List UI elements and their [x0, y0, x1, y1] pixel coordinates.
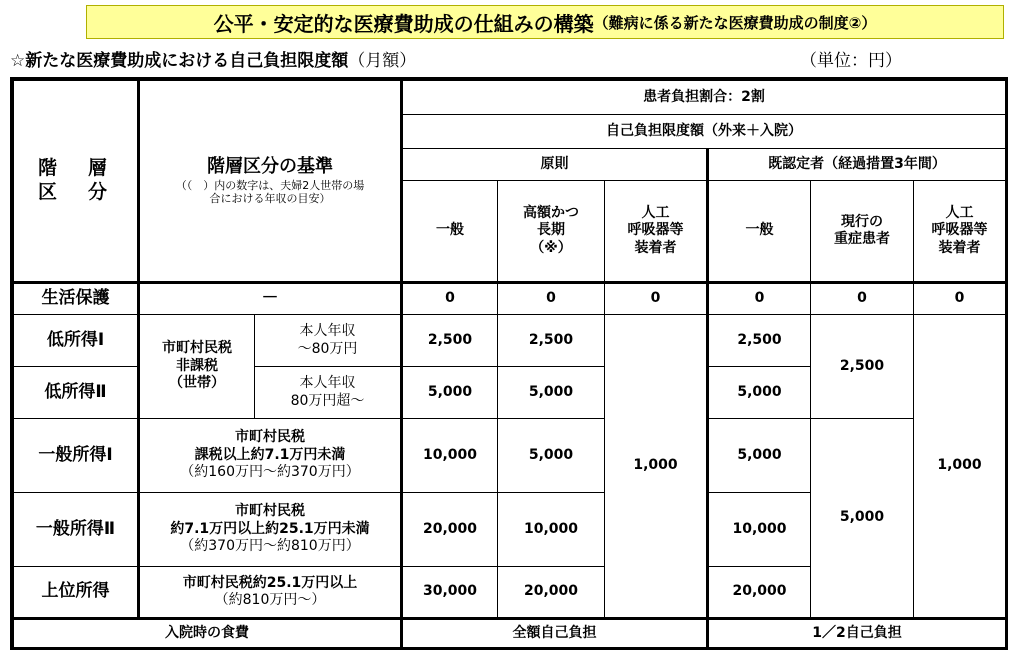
page-title: 公平・安定的な医療費助成の仕組みの構築 — [213, 11, 594, 36]
header-class-cell — [14, 81, 139, 283]
section-heading — [10, 46, 416, 71]
cell-value: 10,000 — [708, 493, 811, 567]
section-heading-text: ☆新たな医療費助成における自己負担限度額 — [10, 51, 349, 71]
col-highcost-l1: 高額かつ — [523, 204, 579, 221]
tax-exempt-l1: 市町村民税 — [162, 340, 232, 357]
col-severe-l2: 重症患者 — [834, 231, 890, 247]
income-l1: 本人年収 — [299, 323, 356, 339]
cell-value-merged: 1,000 — [605, 315, 708, 619]
cell-value: 0 — [708, 283, 811, 315]
criteria-l2: 約7.1万円以上約25.1万円未満 — [170, 520, 370, 537]
cell-value: 20,000 — [402, 493, 498, 567]
criteria-l1: 市町村民税 — [235, 429, 305, 446]
cell-value: 0 — [811, 283, 914, 315]
cell-value: 10,000 — [402, 419, 498, 493]
cell-value: 0 — [498, 283, 605, 315]
col-ex-vent-l1: 人工 — [945, 204, 974, 221]
col-ex-vent-l2: 呼吸器等 — [931, 222, 988, 239]
copay-limit-table-frame — [10, 77, 1008, 650]
criteria-l1: 市町村民税 — [235, 503, 305, 520]
row-criteria — [139, 567, 402, 619]
col-highcost-l2: 長期 — [537, 222, 565, 239]
table-row — [14, 619, 1006, 648]
header-limit: 自己負担限度額（外来＋入院） — [402, 115, 1006, 149]
cell-value: 0 — [605, 283, 708, 315]
income-cell — [255, 367, 402, 419]
cell-value: 20,000 — [708, 567, 811, 619]
col-highcost-l3: （※） — [530, 239, 572, 256]
cell-value: 2,500 — [708, 315, 811, 367]
cell-value-merged: 5,000 — [811, 419, 914, 619]
row-label: 上位所得 — [14, 567, 139, 619]
header-patient-ratio: 患者負担割合：2割 — [402, 81, 1006, 115]
header-criteria-note-l1: （（ ）内の数字は、夫婦2人世帯の場 — [175, 178, 365, 192]
col-severe — [811, 181, 914, 283]
income-l2: ～80万円 — [297, 340, 358, 357]
meals-label: 入院時の食費 — [14, 619, 402, 648]
col-ventilator-l1: 人工 — [641, 204, 670, 221]
cell-value: 5,000 — [498, 367, 605, 419]
unit-label: （単位：円） — [800, 51, 902, 71]
cell-value: 5,000 — [402, 367, 498, 419]
page-title-banner — [86, 5, 1004, 39]
income-l2: 80万円超～ — [290, 392, 365, 409]
tax-exempt-l3: （世帯） — [169, 375, 225, 392]
col-ventilator-l3: 装着者 — [634, 239, 677, 256]
cell-value: 20,000 — [498, 567, 605, 619]
col-ex-vent-l3: 装着者 — [938, 239, 981, 256]
col-ventilator — [605, 181, 708, 283]
cell-value-merged: 1,000 — [914, 315, 1006, 619]
table-row — [14, 419, 1006, 493]
row-criteria: － — [139, 283, 402, 315]
header-principle: 原則 — [402, 149, 708, 181]
row-label: 一般所得Ⅱ — [14, 493, 139, 567]
tax-exempt-cell — [139, 315, 255, 419]
header-existing: 既認定者（経過措置3年間） — [708, 149, 1006, 181]
row-criteria — [139, 493, 402, 567]
cell-value: 2,500 — [498, 315, 605, 367]
criteria-l1: 市町村民税約25.1万円以上 — [182, 574, 358, 591]
cell-value-merged: 2,500 — [811, 315, 914, 419]
row-criteria — [139, 419, 402, 493]
meals-existing: 1／2自己負担 — [708, 619, 1006, 648]
cell-value: 30,000 — [402, 567, 498, 619]
header-class-l1: 階 層 — [37, 157, 113, 180]
row-label: 一般所得Ⅰ — [14, 419, 139, 493]
criteria-l3: （約160万円～約370万円） — [180, 464, 360, 481]
row-label: 生活保護 — [14, 283, 139, 315]
cell-value: 5,000 — [708, 367, 811, 419]
header-criteria-note-l2: 合における年収の目安） — [209, 192, 331, 206]
col-ex-general: 一般 — [708, 181, 811, 283]
table-row — [14, 315, 1006, 367]
cell-value: 10,000 — [498, 493, 605, 567]
copay-limit-table — [13, 80, 1006, 648]
criteria-l2: 課税以上約7.1万円未満 — [194, 446, 346, 463]
cell-value: 2,500 — [402, 315, 498, 367]
col-ventilator-l2: 呼吸器等 — [627, 222, 684, 239]
meals-principle: 全額自己負担 — [402, 619, 708, 648]
cell-value: 5,000 — [498, 419, 605, 493]
cell-value: 5,000 — [708, 419, 811, 493]
tax-exempt-l2: 非課税 — [176, 357, 218, 374]
cell-value: 0 — [914, 283, 1006, 315]
income-l1: 本人年収 — [299, 375, 356, 391]
col-severe-l1: 現行の — [841, 213, 883, 230]
header-class-l2: 区 分 — [37, 181, 113, 203]
criteria-l3: （約370万円～約810万円） — [180, 538, 360, 555]
col-ex-ventilator — [914, 181, 1006, 283]
header-criteria: 階層区分の基準 — [207, 156, 333, 177]
income-cell — [255, 315, 402, 367]
section-heading-paren: （月額） — [348, 51, 417, 71]
header-criteria-cell — [139, 81, 402, 283]
row-label: 低所得Ⅰ — [14, 315, 139, 367]
page-title-sub: （難病に係る新たな医療費助成の制度②） — [593, 13, 877, 32]
col-general: 一般 — [402, 181, 498, 283]
table-row — [14, 283, 1006, 315]
criteria-l2: （約810万円～） — [214, 592, 326, 608]
col-highcost — [498, 181, 605, 283]
row-label: 低所得Ⅱ — [14, 367, 139, 419]
cell-value: 0 — [402, 283, 498, 315]
